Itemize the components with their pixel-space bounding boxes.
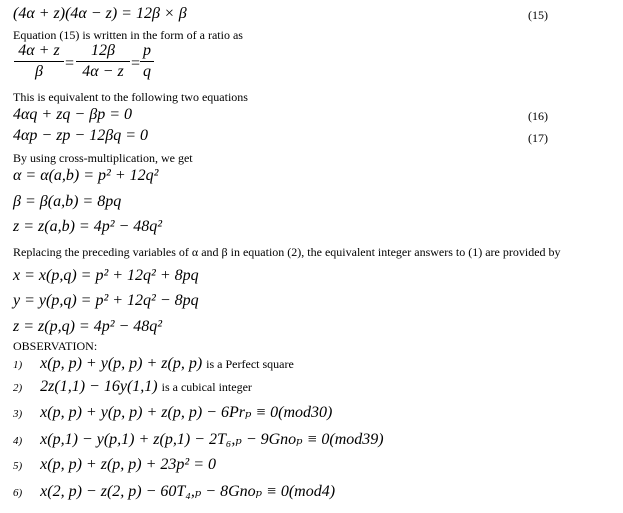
observation-formula: x(p, p) + y(p, p) + z(p, p) bbox=[40, 355, 203, 372]
prose-two-equations: This is equivalent to the following two equations bbox=[13, 90, 248, 104]
observation-text: is a Perfect square bbox=[206, 357, 294, 371]
observation-formula: 2z(1,1) − 16y(1,1) bbox=[40, 378, 158, 395]
observation-number: 5) bbox=[13, 460, 23, 472]
fraction-3-bar bbox=[140, 61, 154, 62]
equation-16: 4αq + zq − βp = 0 bbox=[13, 106, 132, 123]
alpha-solution: α = α(a,b) = p² + 12q² bbox=[13, 167, 159, 184]
fraction-2-denominator: 4α − z bbox=[82, 63, 124, 80]
z-solution: z = z(a,b) = 4p² − 48q² bbox=[13, 218, 163, 235]
observation-number: 6) bbox=[13, 487, 23, 499]
prose-replacing-variables: Replacing the preceding variables of α and β in equation (2), the equivalent integer answers to (1) are provided by bbox=[13, 245, 561, 259]
fraction-2-bar bbox=[76, 61, 130, 62]
equation-17: 4αp − zp − 12βq = 0 bbox=[13, 127, 148, 144]
ratio-equals-1: = bbox=[64, 55, 75, 72]
equation-15: (4α + z)(4α − z) = 12β × β bbox=[13, 5, 187, 22]
observation-formula: x(p, p) + y(p, p) + z(p, p) − 6Prₚ ≡ 0(mod30) bbox=[40, 404, 333, 421]
fraction-1-denominator: β bbox=[35, 63, 43, 80]
fraction-2-numerator: 12β bbox=[91, 42, 115, 59]
observation-number: 4) bbox=[13, 435, 23, 447]
y-integer-solution: y = y(p,q) = p² + 12q² − 8pq bbox=[13, 292, 199, 309]
ratio-equals-2: = bbox=[130, 55, 141, 72]
equation-16-number: (16) bbox=[528, 109, 548, 123]
prose-ratio-intro: Equation (15) is written in the form of a ratio as bbox=[13, 28, 243, 42]
z-integer-solution: z = z(p,q) = 4p² − 48q² bbox=[13, 318, 163, 335]
observation-item bbox=[13, 378, 252, 396]
fraction-1-bar bbox=[14, 61, 64, 62]
prose-cross-multiplication: By using cross-multiplication, we get bbox=[13, 151, 193, 165]
beta-solution: β = β(a,b) = 8pq bbox=[13, 193, 122, 210]
fraction-1-numerator: 4α + z bbox=[18, 42, 60, 59]
equation-15-number: (15) bbox=[528, 8, 548, 22]
observation-item bbox=[13, 481, 335, 501]
observation-heading: OBSERVATION: bbox=[13, 339, 98, 353]
observation-item bbox=[13, 456, 216, 474]
observation-formula: x(p,1) − y(p,1) + z(p,1) − 2T₆,ₚ − 9Gnoₚ ≡ 0(mod39) bbox=[40, 431, 384, 448]
observation-text: is a cubical integer bbox=[161, 380, 252, 394]
observation-item bbox=[13, 402, 332, 422]
fraction-3 bbox=[140, 42, 154, 81]
observation-number: 3) bbox=[13, 408, 23, 420]
observation-formula: x(2, p) − z(2, p) − 60T₄,ₚ − 8Gnoₚ ≡ 0(mod4) bbox=[40, 483, 336, 500]
observation-number: 1) bbox=[13, 359, 23, 371]
observation-item bbox=[13, 429, 384, 449]
observation-number: 2) bbox=[13, 382, 23, 394]
fraction-1 bbox=[14, 42, 64, 81]
x-integer-solution: x = x(p,q) = p² + 12q² + 8pq bbox=[13, 267, 199, 284]
equation-17-number: (17) bbox=[528, 131, 548, 145]
observation-item bbox=[13, 355, 294, 373]
fraction-2 bbox=[76, 42, 130, 81]
fraction-3-numerator: p bbox=[143, 42, 151, 59]
fraction-3-denominator: q bbox=[143, 63, 151, 80]
observation-formula: x(p, p) + z(p, p) + 23p² = 0 bbox=[40, 456, 216, 473]
